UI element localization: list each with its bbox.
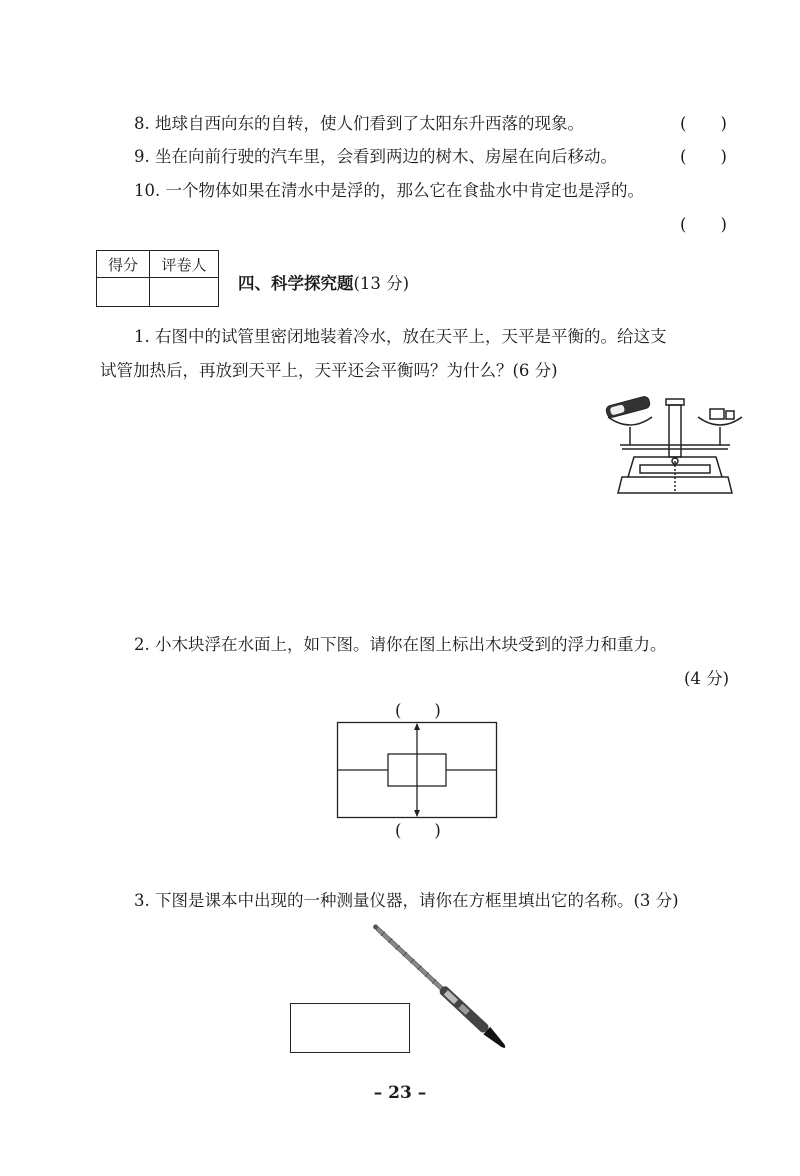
section-title-text: 四、科学探究题 (238, 274, 354, 293)
gravity-arrowhead (414, 810, 420, 817)
q2-points: (4 分) (684, 669, 730, 688)
floating-block-diagram (337, 722, 497, 818)
paren-open: ( (680, 114, 687, 133)
section-points: (13 分) (353, 274, 410, 293)
item-8-text: 8. 地球自西向东的自转，使人们看到了太阳东升西落的现象。 (134, 114, 584, 133)
q3-text: 3. 下图是课本中出现的一种测量仪器，请你在方框里填出它的名称。(3 分) (134, 891, 679, 910)
grader-cell[interactable] (150, 278, 219, 307)
q2-bottom-answer-paren[interactable]: ( ) (395, 821, 441, 840)
q1-line2: 试管加热后，再放到天平上，天平还会平衡吗？为什么？(6 分) (100, 361, 558, 380)
paren-close: ) (720, 147, 727, 166)
item-10-answer-paren[interactable] (680, 214, 727, 236)
test-tube-icon (605, 396, 651, 419)
hydrometer-illustration (370, 925, 550, 1060)
item-10-text: 10. 一个物体如果在清水中是浮的，那么它在食盐水中肯定也是浮的。 (134, 181, 644, 200)
q1-line1: 1. 右图中的试管里密闭地装着冷水，放在天平上，天平是平衡的。给这支 (134, 327, 667, 346)
paren-close: ) (720, 114, 727, 133)
item-8-answer-paren[interactable] (680, 113, 727, 135)
page-number: – 23 – (373, 1083, 427, 1103)
section-title (238, 270, 409, 294)
score-cell[interactable] (97, 278, 150, 307)
q2-text: 2. 小木块浮在水面上，如下图。请你在图上标出木块受到的浮力和重力。 (134, 635, 667, 654)
paren-open: ( (680, 215, 687, 234)
score-table (96, 250, 219, 307)
paren-close: ) (720, 215, 727, 234)
grader-label: 评卷人 (150, 251, 219, 278)
q2-top-answer-paren[interactable]: ( ) (395, 701, 441, 720)
paren-open: ( (680, 147, 687, 166)
balance-scale-illustration (600, 395, 750, 500)
item-9-text: 9. 坐在向前行驶的汽车里，会看到两边的树木、房屋在向后移动。 (134, 147, 617, 166)
buoyancy-arrowhead (414, 723, 420, 730)
item-9-answer-paren[interactable] (680, 146, 727, 168)
score-label: 得分 (97, 251, 150, 278)
